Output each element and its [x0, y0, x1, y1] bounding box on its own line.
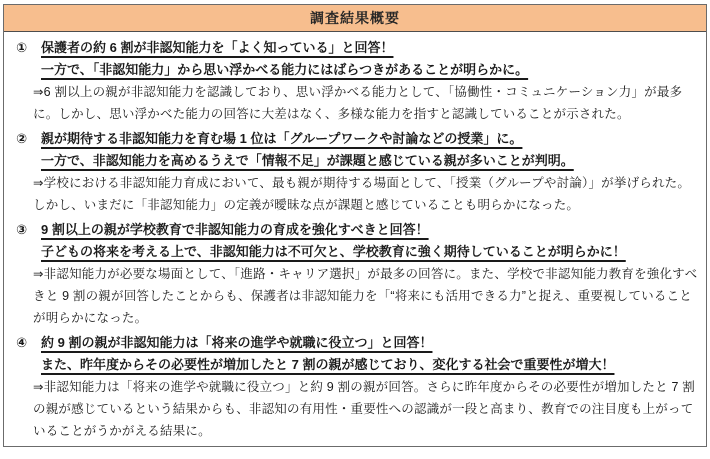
headline-text: 子どもの将来を考える上で、非認知能力は不可欠と、学校教育に強く期待していることが明らかに！: [41, 244, 626, 259]
item-number-spacer: [16, 59, 41, 81]
headline-row: [16, 241, 698, 263]
headline-text: また、昨年度からその必要性が増加したと 7 割の親が感じており、変化する社会で重要性が増大！: [41, 357, 615, 372]
headline-row: [16, 332, 698, 354]
headline-row: [16, 128, 698, 150]
survey-finding-section: [16, 128, 698, 216]
headline-text: 一方で、非認知能力を高めるうえで「情報不足」が課題と感じている親が多いことが判明。: [41, 153, 574, 168]
survey-finding-section: [16, 37, 698, 125]
item-number-spacer: [16, 354, 41, 376]
headline-text: 保護者の約 6 割が非認知能力を「よく知っている」と回答！: [41, 40, 394, 55]
item-number-spacer: [16, 150, 41, 172]
item-number: ①: [16, 40, 28, 55]
detail-paragraph: ⇒6 割以上の親が非認知能力を認識しており、思い浮かべる能力として、「協働性・コミュニケーション力」が最多に。しかし、思い浮かべた能力の回答に大差はなく、多様な能力を指すと認識していることが示された。: [33, 85, 683, 121]
summary-header-bar: [4, 5, 706, 32]
headline-text: 親が期待する非認知能力を育む場 1 位は「グループワークや討論などの授業」に。: [41, 131, 523, 146]
headline-row: [16, 37, 698, 59]
item-number: ②: [16, 131, 28, 146]
headline-text: 約 9 割の親が非認知能力は「将来の進学や就職に役立つ」と回答！: [41, 335, 433, 350]
headline-row: [16, 59, 698, 81]
survey-finding-section: [16, 219, 698, 329]
detail-paragraph: ⇒非認知能力は「将来の進学や就職に役立つ」と約 9 割の親が回答。さらに昨年度からその必要性が増加したと 7 割の親が感じているという結果からも、非認知の有用性・重要性への認識が一段と高まり、教育での注目度も上がっていることがうかがえる結果に。: [33, 380, 695, 438]
headline-row: [16, 354, 698, 376]
headline-row: [16, 150, 698, 172]
page-title: 調査結果概要: [310, 10, 400, 26]
item-number: ③: [16, 222, 28, 237]
detail-paragraph: ⇒非認知能力が必要な場面として、「進路・キャリア選択」が最多の回答に。また、学校で非認知能力教育を強化すべきと 9 割の親が回答したことからも、保護者は非認知能力を「“将来にも活用できる力”と捉え、重要視していることが明らかになった。: [33, 267, 698, 325]
detail-paragraph: ⇒学校における非認知能力育成において、最も親が期待する場面として、「授業（グループや討論）」が挙げられた。しかし、いまだに「非認知能力」の定義が曖昧な点が課題と感じていることも明らかになった。: [33, 176, 691, 212]
summary-body: [4, 32, 706, 442]
summary-box: [3, 4, 707, 447]
survey-finding-section: [16, 332, 698, 442]
item-number: ④: [16, 335, 28, 350]
headline-text: 9 割以上の親が学校教育で非認知能力の育成を強化すべきと回答！: [41, 222, 429, 237]
item-number-spacer: [16, 241, 41, 263]
headline-text: 一方で、「非認知能力」から思い浮かべる能力にはばらつきがあることが明らかに。: [41, 62, 529, 77]
headline-row: [16, 219, 698, 241]
